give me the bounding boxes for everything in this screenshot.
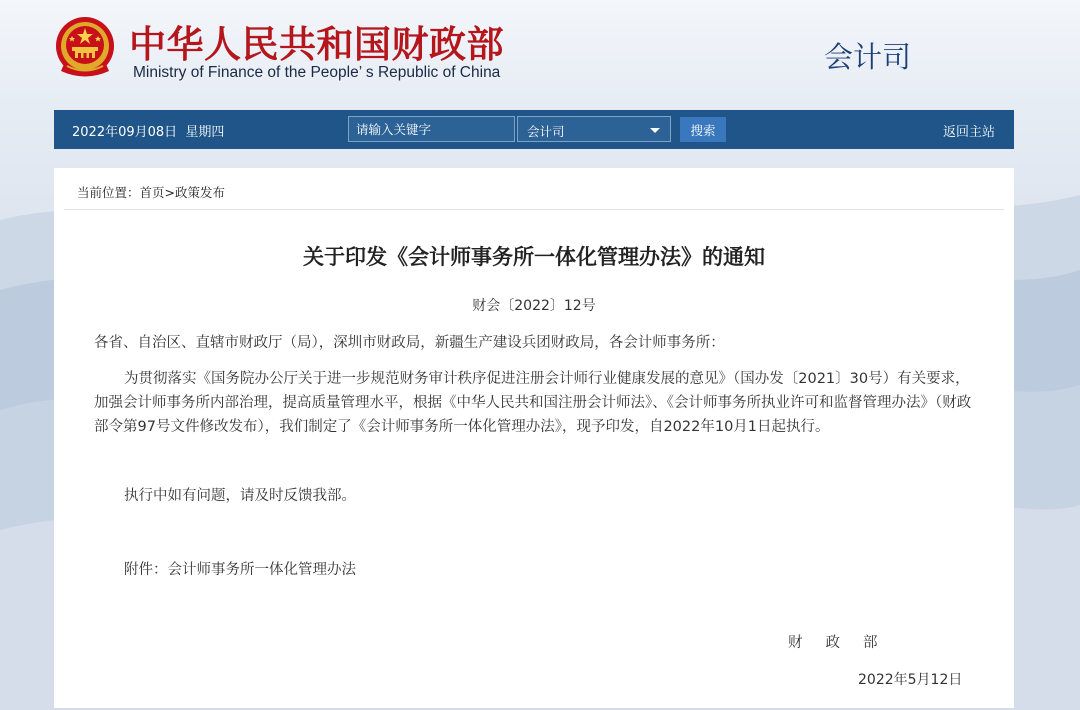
breadcrumb-prefix: 当前位置：: [77, 185, 140, 200]
attachment-link[interactable]: 附件：会计师事务所一体化管理办法: [124, 562, 356, 578]
department-select[interactable]: [517, 116, 671, 142]
ministry-name-en: Ministry of Finance of the People’ s Republic of China: [133, 64, 501, 81]
feedback-paragraph: 执行中如有问题，请及时反馈我部。: [124, 488, 356, 504]
chevron-down-icon: [650, 128, 660, 133]
ministry-name-cn: 中华人民共和国财政部: [129, 23, 504, 66]
breadcrumb: [77, 183, 225, 201]
breadcrumb-separator: >: [164, 185, 176, 200]
return-home-link[interactable]: 返回主站: [942, 125, 995, 140]
national-emblem-icon: [54, 16, 116, 80]
addressees: 各省、自治区、直辖市财政厅（局），深圳市财政局，新疆生产建设兵团财政局，各会计师事务所：: [94, 335, 725, 351]
divider: [64, 209, 1004, 210]
search-button[interactable]: 搜索: [680, 117, 726, 142]
breadcrumb-home-link[interactable]: 首页: [139, 185, 165, 200]
department-select-value: 会计司: [527, 124, 565, 139]
main-paragraph: 为贯彻落实《国务院办公厅关于进一步规范财务审计秩序促进注册会计师行业健康发展的意见》（国办发〔2021〕30号）有关要求，加强会计师事务所内部治理，提高质量管理水平，根据《中华人民共和国注册会计师法》、《会计师事务所执业许可和监督管理办法》（财政部令第97号文件修改发布），我们制定了《会计师事务所一体化管理办法》，现予印发，自2022年10月1日起执行。: [94, 371, 972, 435]
department-name: 会计司: [824, 40, 912, 74]
top-navbar: [54, 110, 1014, 149]
site-header: [0, 0, 1080, 108]
search-input[interactable]: [348, 116, 515, 142]
signature-organization: 财政部: [788, 635, 901, 651]
article-panel: [54, 168, 1014, 708]
current-date: 2022年09月08日 星期四: [72, 125, 225, 140]
breadcrumb-current-link[interactable]: 政策发布: [175, 185, 226, 200]
article-title: 关于印发《会计师事务所一体化管理办法》的通知: [303, 245, 765, 269]
signature-date: 2022年5月12日: [858, 672, 963, 688]
document-number: 财会〔2022〕12号: [472, 298, 596, 314]
